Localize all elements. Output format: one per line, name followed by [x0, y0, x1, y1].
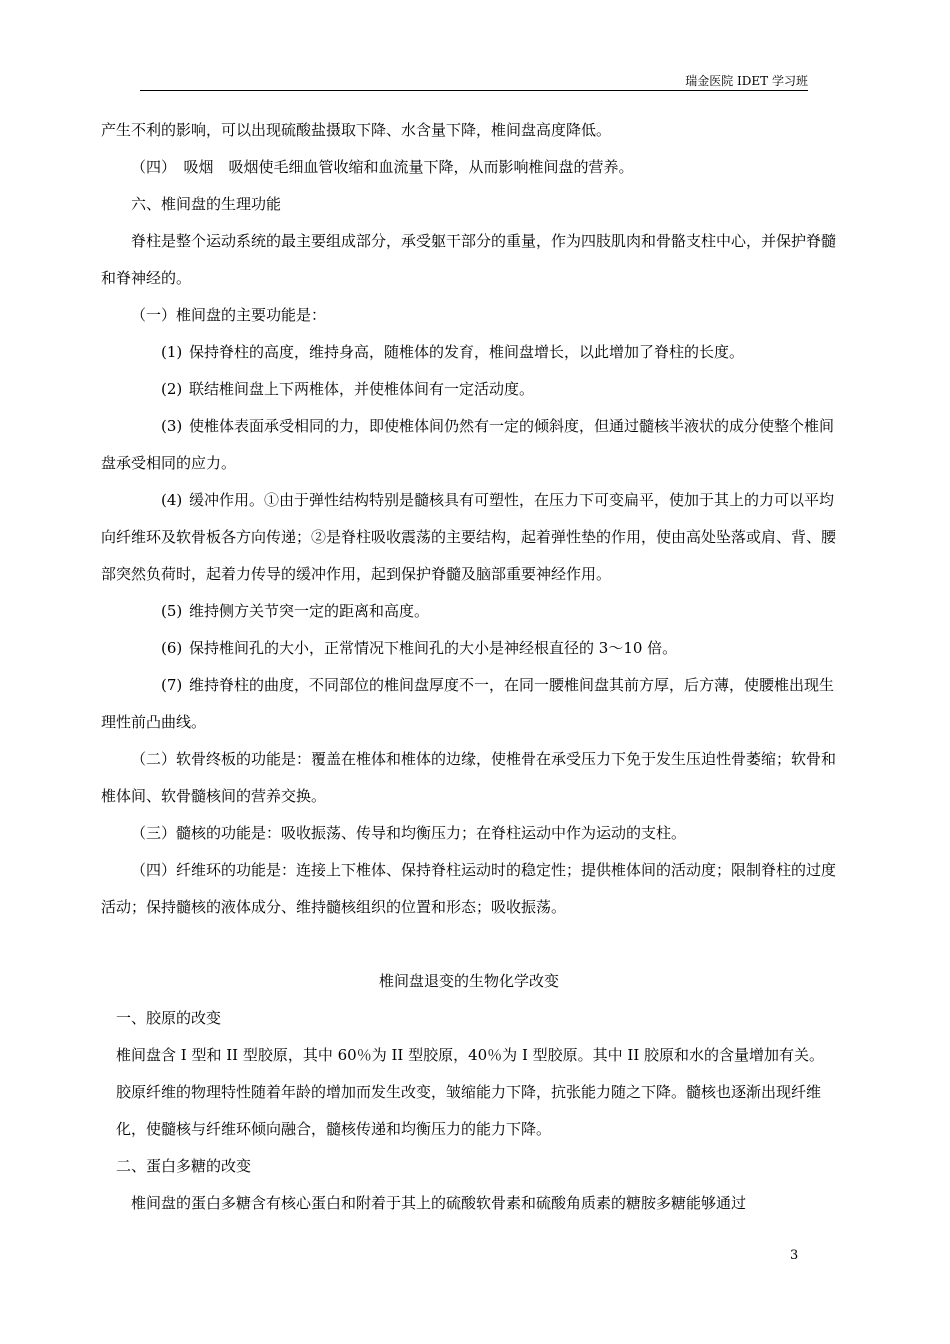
list-item: [101, 371, 837, 408]
subsection-heading: （一）椎间盘的主要功能是：: [131, 306, 327, 324]
list-number: (1): [161, 343, 183, 361]
list-text: 联结椎间盘上下两椎体，并使椎体间有一定活动度。: [189, 380, 535, 398]
page-number: 3: [790, 1248, 799, 1263]
document-body: [101, 112, 837, 1222]
list-number: (7): [161, 676, 183, 694]
list-text: 保持脊柱的高度，维持身高，随椎体的发育，椎间盘增长，以此增加了脊柱的长度。: [189, 343, 745, 361]
paragraph: （四） 吸烟 吸烟使毛细血管收缩和血流量下降，从而影响椎间盘的营养。: [131, 158, 634, 176]
list-text: 保持椎间孔的大小，正常情况下椎间孔的大小是神经根直径的 3～10 倍。: [189, 639, 678, 657]
paragraph: 产生不利的影响，可以出现硫酸盐摄取下降、水含量下降，椎间盘高度降低。: [101, 121, 612, 139]
list-item: [101, 482, 837, 593]
list-number: (4): [161, 491, 183, 509]
list-number: (2): [161, 380, 183, 398]
paragraph: （二）软骨终板的功能是：覆盖在椎体和椎体的边缘，使椎骨在承受压力下免于发生压迫性骨萎缩；软骨和椎体间、软骨髓核间的营养交换。: [101, 750, 837, 805]
paragraph: 椎间盘的蛋白多糖含有核心蛋白和附着于其上的硫酸软骨素和硫酸角质素的糖胺多糖能够通过: [131, 1194, 747, 1212]
paragraph: （三）髓核的功能是：吸收振荡、传导和均衡压力；在脊柱运动中作为运动的支柱。: [131, 824, 687, 842]
list-number: (6): [161, 639, 183, 657]
header-rule: [140, 90, 808, 91]
list-item: [101, 630, 837, 667]
list-item: [101, 667, 837, 741]
list-number: (3): [161, 417, 183, 435]
running-header: 瑞金医院 IDET 学习班: [685, 74, 808, 88]
list-item: [101, 408, 837, 482]
list-text: 使椎体表面承受相同的力，即使椎体间仍然有一定的倾斜度，但通过髓核半液状的成分使整个椎间盘承受相同的应力。: [101, 417, 835, 472]
list-text: 缓冲作用。①由于弹性结构特别是髓核具有可塑性，在压力下可变扁平，使加于其上的力可以平均向纤维环及软骨板各方向传递；②是脊柱吸收震荡的主要结构，起着弹性垫的作用，使由高处坠落或肩、背、腰部突然负荷时，起着力传导的缓冲作用，起到保护脊髓及脑部重要神经作用。: [101, 491, 837, 583]
section-heading: 一、胶原的改变: [116, 1009, 222, 1027]
section-heading: 二、蛋白多糖的改变: [116, 1157, 252, 1175]
list-item: [101, 334, 837, 371]
list-item: [101, 593, 837, 630]
paragraph: 椎间盘含 I 型和 II 型胶原，其中 60％为 II 型胶原，40％为 I 型胶原。其中 II 胶原和水的含量增加有关。胶原纤维的物理特性随着年龄的增加而发生改变，皱缩能力下降，抗张能力随之下降。髓核也逐渐出现纤维化，使髓核与纤维环倾向融合，髓核传递和均衡压力的能力下降。: [116, 1046, 825, 1138]
paragraph: （四）纤维环的功能是：连接上下椎体、保持脊柱运动时的稳定性；提供椎体间的活动度；限制脊柱的过度活动；保持髓核的液体成分、维持髓核组织的位置和形态；吸收振荡。: [101, 861, 837, 916]
section-title: 椎间盘退变的生物化学改变: [378, 972, 559, 990]
paragraph: 脊柱是整个运动系统的最主要组成部分，承受躯干部分的重量，作为四肢肌肉和骨骼支柱中心，并保护脊髓和脊神经的。: [101, 232, 837, 287]
list-text: 维持侧方关节突一定的距离和高度。: [189, 602, 430, 620]
list-number: (5): [161, 602, 183, 620]
section-heading: 六、椎间盘的生理功能: [131, 195, 282, 213]
list-text: 维持脊柱的曲度，不同部位的椎间盘厚度不一，在同一腰椎间盘其前方厚，后方薄，使腰椎出现生理性前凸曲线。: [101, 676, 835, 731]
